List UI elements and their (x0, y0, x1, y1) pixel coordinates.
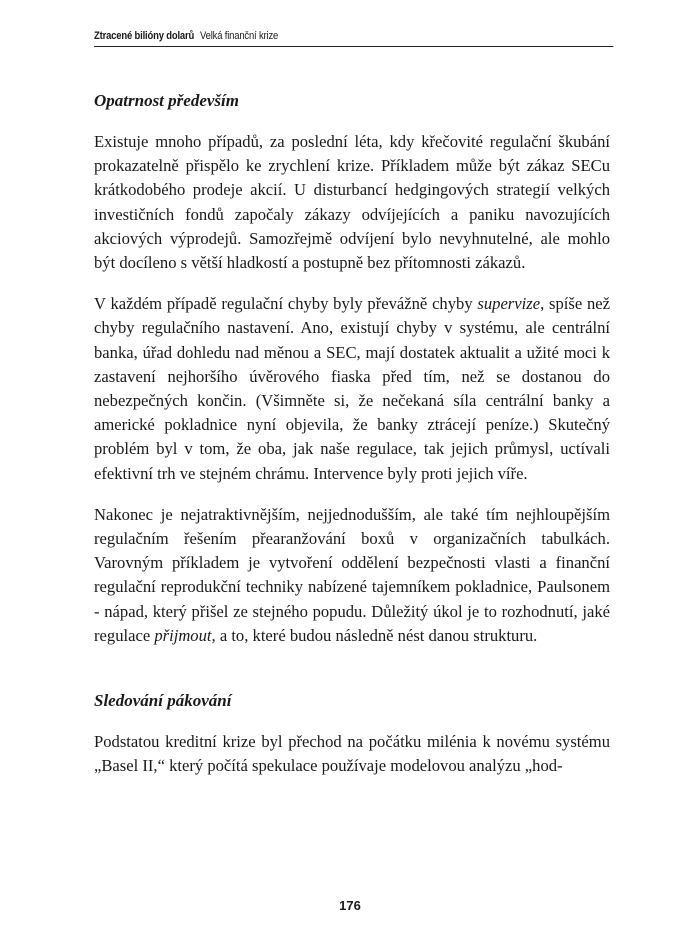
emphasis-text: přijmout (154, 625, 212, 645)
paragraph (94, 130, 610, 275)
paragraph-text: , spíše než chyby regulačního nastavení. Ano, existují chyby v systému, ale centrální banka, úřad dohledu nad měnou a SEC, mají dostatek aktualit a užité moci k zastavení nejhoršího úvěrového fiaska před tím, než se dostanou do nebezpečných končin. (Všimněte si, že nečekaná síla centrální banky a americké pokladnice nyní objevila, že banky ztrácejí peníze.) Skutečný problém byl v tom, že oba, jak naše regulace, tak jejich průmysl, uctívali efektivní trh ve stejném chrámu. Intervence byly proti jejich víře. (94, 294, 610, 483)
paragraph-text: Existuje mnoho případů, za poslední léta, kdy křečovité regulační škubání prokazatelně přispělo ke zrychlení krize. Příkladem může být zákaz SECu krátkodobého prodeje akcií. U disturbancí hedgingových strategií velkých investičních fondů započaly zákazy odvíjejících a paniku navozujících akciových výprodejů. Samozřejmě odvíjení bylo nevyhnutelné, ale mohlo být docíleno s větší hladkostí a postupně bez přítomnosti zákazů. (94, 132, 610, 273)
paragraph (94, 730, 610, 778)
section-heading-sledovani: Sledování pákování (94, 691, 232, 711)
running-head-book-title: Ztracené bilióny dolarů (94, 30, 195, 42)
running-head (94, 26, 613, 47)
section-heading-opatrnost: Opatrnost především (94, 91, 239, 110)
paragraph (94, 292, 610, 486)
paragraph-text: Podstatou kreditní krize byl přechod na počátku milénia k novému systému „Basel II,“ který počítá spekulace používaje modelovou analýzu „hod- (94, 732, 610, 776)
paragraph-text: Nakonec je nejatraktivnějším, nejjednodušším, ale také tím nejhloupějším regulačním řešením přearanžování boxů v organizačních tabulkách. Varovným příkladem je vytvoření oddělení bezpečnosti vlasti a finanční regulační reprodukční techniky nabízené tajemníkem pokladnice, Paulsonem - nápad, který přišel ze stejného popudu. Důležitý úkol je to rozhodnutí, jaké regulace (94, 504, 610, 645)
emphasis-text: supervize (477, 294, 541, 314)
paragraph-text: , a to, které budou následně nést danou strukturu. (211, 625, 538, 645)
page-number: 176 (339, 898, 361, 913)
page-body (94, 90, 610, 795)
running-head-chapter-title: Velká finanční krize (200, 30, 279, 42)
paragraph (94, 503, 610, 648)
paragraph-text: V každém případě regulační chyby byly převážně chyby (94, 294, 478, 314)
